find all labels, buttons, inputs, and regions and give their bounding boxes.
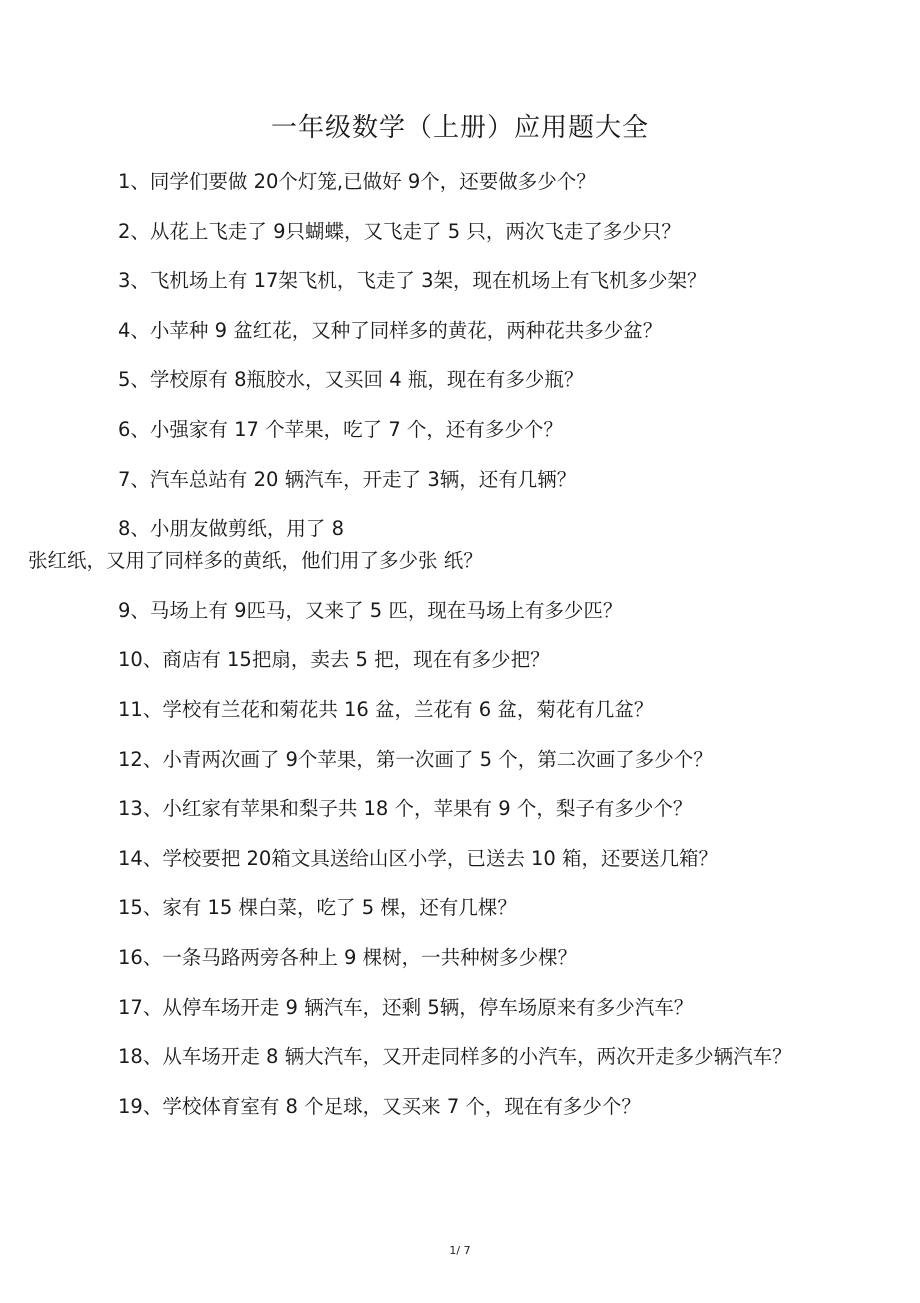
problem-item [28,513,843,577]
problem-item: 17、从停车场开走 9 辆汽车，还剩 5辆，停车场原来有多少汽车？ [118,995,694,1019]
problem-line: 8、小朋友做剪纸，用了 8 [118,517,345,541]
problem-item: 16、一条马路两旁各种上 9 棵树，一共种树多少棵？ [118,945,578,969]
problem-item: 14、学校要把 20箱文具送给山区小学，已送去 10 箱，还要送几箱？ [118,846,719,870]
problem-item: 10、商店有 15把扇，卖去 5 把，现在有多少把？ [118,648,550,672]
problem-item: 18、从车场开走 8 辆大汽车，又开走同样多的小汽车，两次开走多少辆汽车？ [118,1045,792,1069]
problem-item: 4、小苹种 9 盆红花，又种了同样多的黄花，两种花共多少盆？ [118,318,663,342]
problem-item: 7、汽车总站有 20 辆汽车，开走了 3辆，还有几辆？ [118,467,577,491]
page-title: 一年级数学（上册）应用题大全 [270,113,649,143]
problem-item: 11、学校有兰花和菊花共 16 盆，兰花有 6 盆，菊花有几盆？ [118,697,654,721]
problem-line: 张红纸，又用了同样多的黄纸，他们用了多少张 纸？ [28,549,483,573]
problem-item: 9、马场上有 9匹马，又来了 5 匹，现在马场上有多少匹？ [118,598,623,622]
problem-item: 19、学校体育室有 8 个足球，又买来 7 个，现在有多少个？ [118,1094,641,1118]
problem-item: 2、从花上飞走了 9只蝴蝶，又飞走了 5 只，两次飞走了多少只？ [118,219,681,243]
problem-item: 6、小强家有 17 个苹果，吃了 7 个，还有多少个？ [118,417,563,441]
page-number: 1/ 7 [449,1244,471,1257]
problem-item: 12、小青两次画了 9个苹果，第一次画了 5 个，第二次画了多少个？ [118,747,713,771]
problem-item: 5、学校原有 8瓶胶水，又买回 4 瓶，现在有多少瓶？ [118,368,584,392]
problem-item: 15、家有 15 棵白菜，吃了 5 棵，还有几棵？ [118,896,517,920]
problem-item: 1、同学们要做 20个灯笼,已做好 9个，还要做多少个？ [118,170,596,193]
problem-item: 3、飞机场上有 17架飞机，飞走了 3架，现在机场上有飞机多少架？ [118,269,707,293]
problem-list [28,166,843,1140]
problem-item: 13、小红家有苹果和梨子共 18 个，苹果有 9 个，梨子有多少个？ [118,797,693,821]
